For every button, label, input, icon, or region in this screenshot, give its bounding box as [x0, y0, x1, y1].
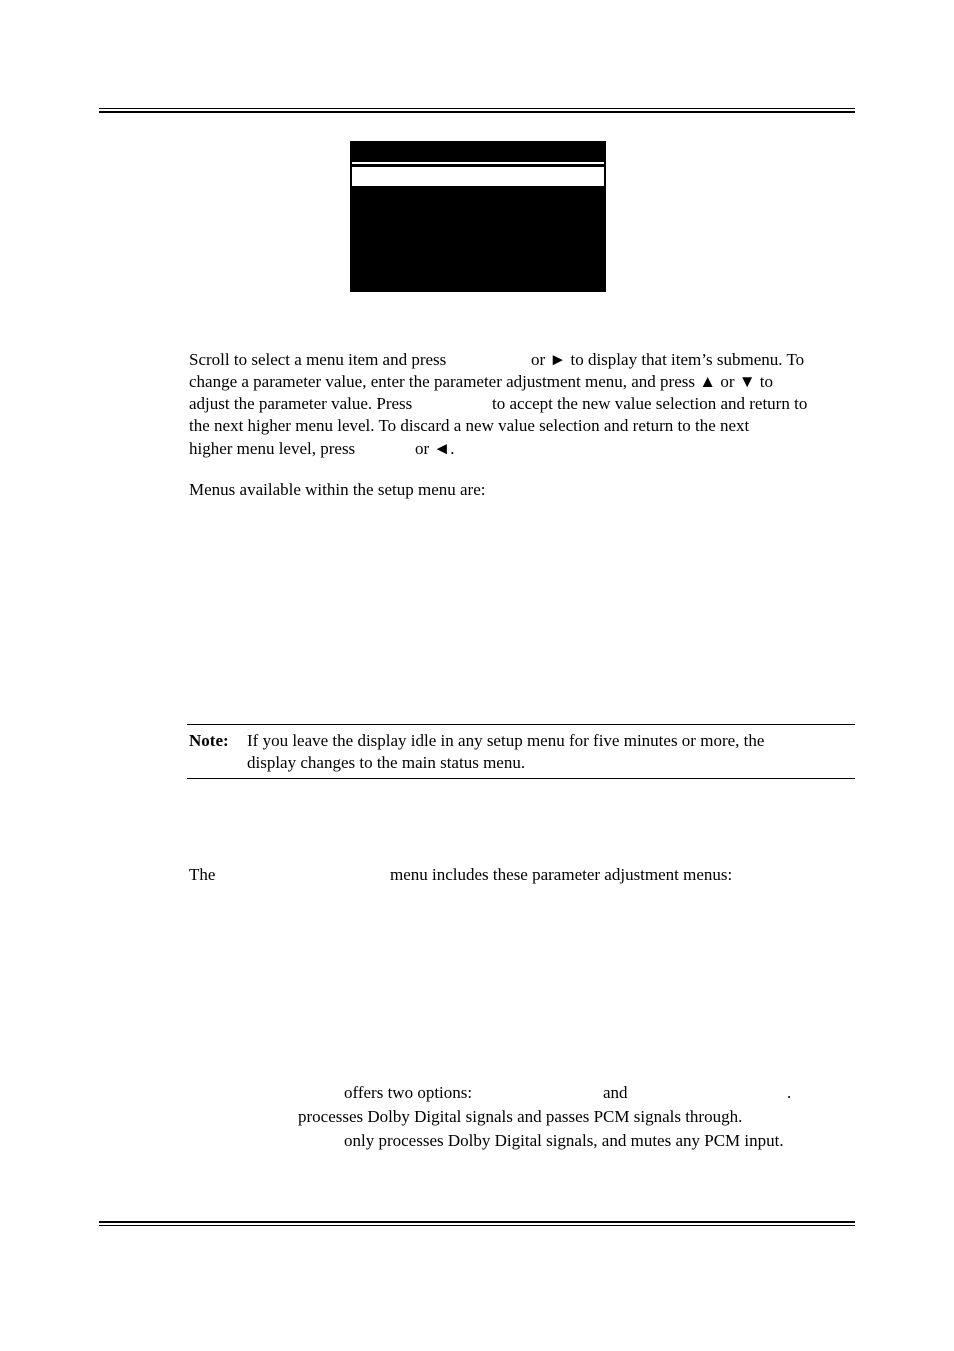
note-line: If you leave the display idle in any setup menu for five minutes or more, the — [247, 731, 765, 750]
text-line: offers two options: — [344, 1083, 473, 1102]
note-label: Note: — [189, 731, 229, 750]
text-line: Scroll to select a menu item and press — [189, 350, 447, 369]
lcd-display-screen — [350, 141, 606, 292]
lcd-separator-line — [352, 162, 604, 164]
text-line: the next higher menu level. To discard a new value selection and return to the next — [189, 416, 750, 435]
text-line: change a parameter value, enter the parameter adjustment menu, and press ▲ or ▼ to — [189, 372, 774, 391]
text-line: adjust the parameter value. Press — [189, 394, 413, 413]
text-line: higher menu level, press — [189, 439, 356, 458]
footer-rule — [99, 1221, 855, 1223]
paragraph-menus-available: Menus available within the setup menu are: — [189, 480, 486, 499]
text-line: processes Dolby Digital signals and passes PCM signals through. — [298, 1107, 743, 1126]
text-line: and — [603, 1083, 628, 1102]
text-line: to accept the new value selection and return to — [492, 394, 808, 413]
note-top-rule — [187, 724, 855, 725]
note-bottom-rule — [187, 778, 855, 779]
text-line: . — [787, 1083, 792, 1102]
text-line: The — [189, 865, 216, 884]
header-rule — [99, 108, 855, 109]
note-body — [247, 730, 764, 774]
text-line: only processes Dolby Digital signals, and mutes any PCM input. — [344, 1131, 784, 1150]
text-line: or ◄. — [415, 439, 455, 458]
lcd-selected-row-highlight — [352, 167, 604, 186]
text-line: menu includes these parameter adjustment menus: — [390, 865, 733, 884]
text-line: or ► to display that item’s submenu. To — [531, 350, 805, 369]
note-line: display changes to the main status menu. — [247, 753, 526, 772]
